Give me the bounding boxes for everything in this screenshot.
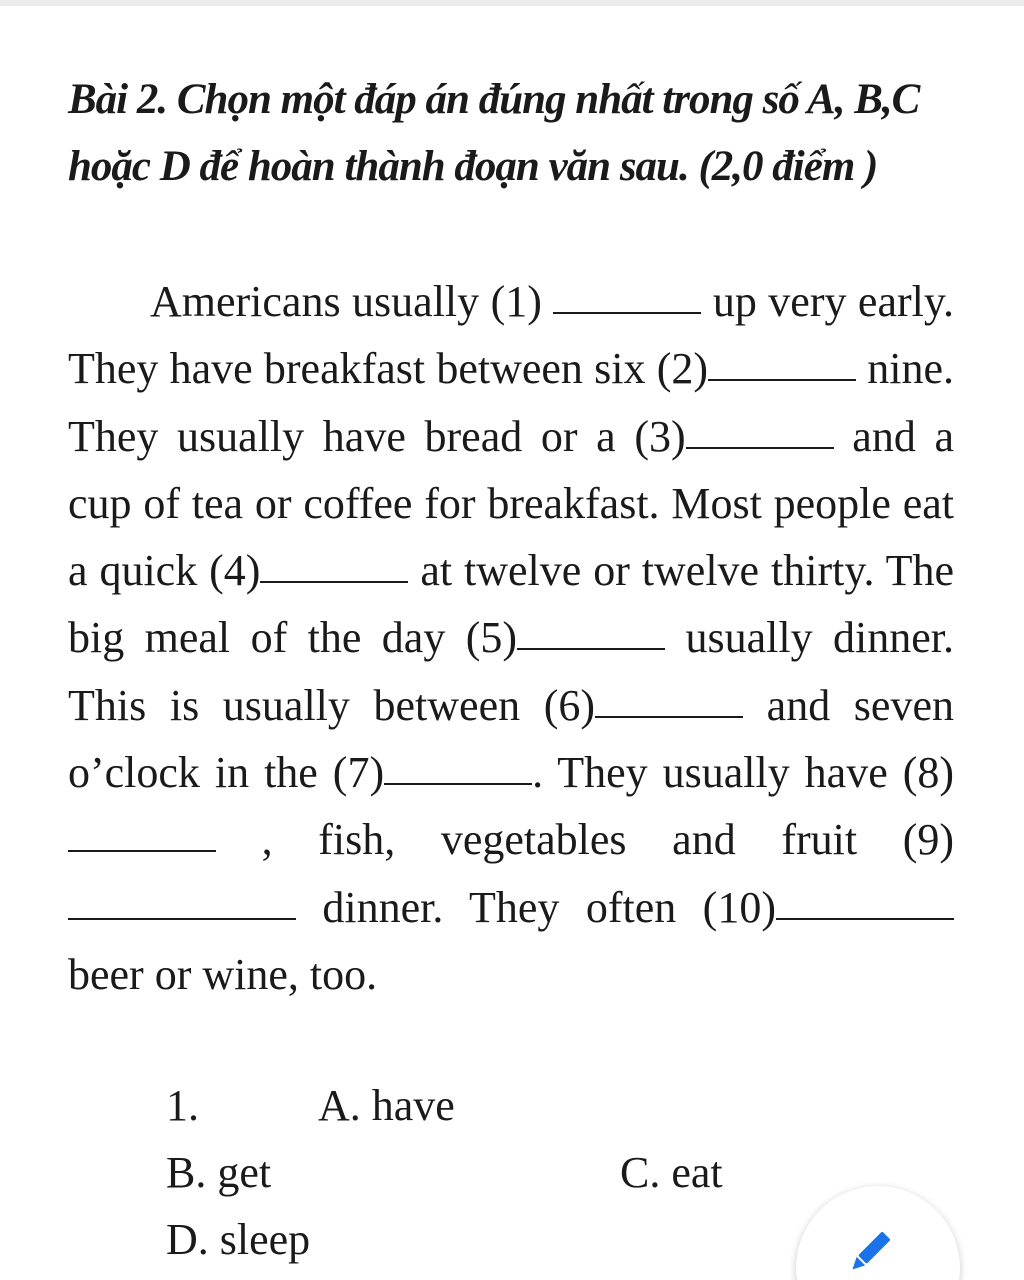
passage-text: . They usually have (8) bbox=[532, 748, 955, 798]
cloze-passage bbox=[68, 268, 954, 1008]
top-edge-bar bbox=[0, 0, 1024, 6]
passage-text: and seven o’clock in the (7) bbox=[68, 680, 954, 798]
exercise-heading: Bài 2. Chọn một đáp án đúng nhất trong số A, B,C hoặc D để hoàn thành đoạn văn sau. (2,0 điểm ) bbox=[68, 76, 920, 190]
pencil-icon bbox=[846, 1232, 890, 1276]
blank-1 bbox=[553, 311, 701, 314]
blank-2 bbox=[708, 378, 856, 381]
question-number: 1. bbox=[166, 1081, 199, 1130]
blank-8 bbox=[68, 849, 216, 852]
blank-4 bbox=[260, 580, 408, 583]
passage-text: up very early. They have breakfast between six (2) bbox=[68, 277, 955, 394]
passage-text: , fish, vegetables and fruit (9) bbox=[216, 815, 954, 865]
edit-fab-button[interactable] bbox=[796, 1186, 960, 1280]
option-c: C. eat bbox=[620, 1148, 723, 1197]
blank-9 bbox=[68, 917, 296, 920]
blank-10 bbox=[776, 917, 954, 920]
blank-5 bbox=[517, 647, 665, 650]
option-a: A. have bbox=[318, 1081, 455, 1130]
passage-text: usually dinner. This is usually between (6) bbox=[68, 613, 954, 730]
blank-7 bbox=[384, 782, 532, 785]
option-b: B. get bbox=[166, 1148, 272, 1197]
passage-text: and a cup of tea or coffee for breakfast. Most people eat a quick (4) bbox=[68, 411, 955, 596]
blank-6 bbox=[595, 715, 743, 718]
passage-text: beer or wine, too. bbox=[68, 949, 378, 999]
option-d: D. sleep bbox=[166, 1215, 311, 1264]
passage-text: at twelve or twelve thirty. The big meal of the day (5) bbox=[68, 546, 954, 663]
passage-text: dinner. They often (10) bbox=[296, 882, 776, 932]
passage-text: nine. They usually have bread or a (3) bbox=[68, 344, 954, 461]
blank-3 bbox=[686, 446, 834, 449]
passage-text: Americans usually (1) bbox=[150, 277, 554, 326]
